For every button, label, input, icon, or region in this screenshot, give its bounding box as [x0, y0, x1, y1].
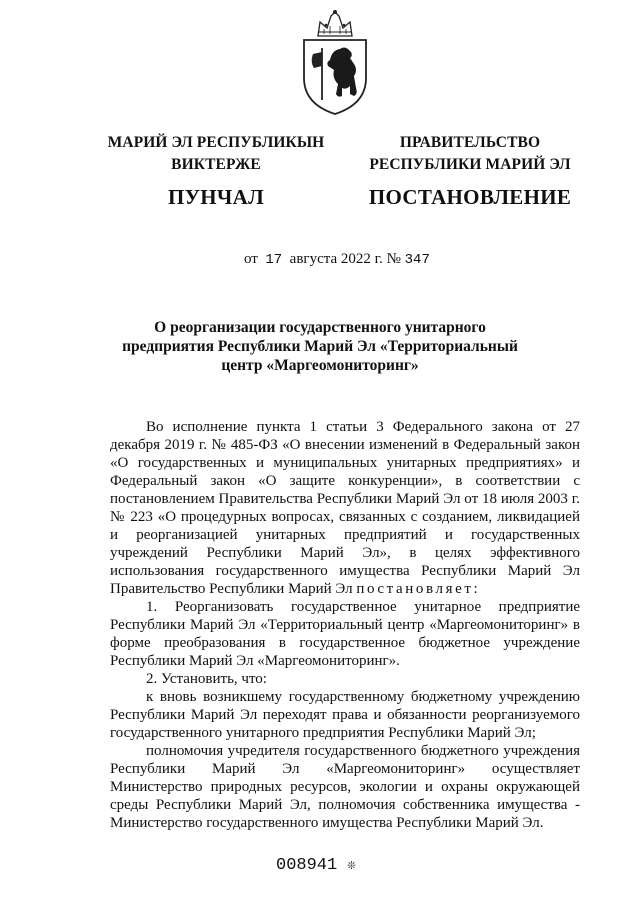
header-right-block [350, 132, 590, 210]
document-dateline [244, 251, 430, 268]
preamble-text: Во исполнение пункта 1 статьи 3 Федерального закона от 27 декабря 2019 г. № 485-ФЗ «О внесении изменений в Федеральный закон «О государственных и муниципальных унитарных предприятиях» и Федеральный закон «О защите конкуренции», в соответствии с постановлением Правительства Республики Марий Эл от 18 июля 2003 г. № 223 «О процедурных вопросах, связанных с созданием, ликвидацией и реорганизацией унитарных предприятий и государственных учреждений Республики Марий Эл», в целях эффективного использования государственного имущества Республики Марий Эл Правительство Республики Марий Эл [110, 419, 580, 597]
header-left-line2: ВИКТЕРЖЕ [171, 156, 261, 173]
dateline-prefix: от [244, 251, 258, 267]
paragraph-item-2-a: к вновь возникшему государственному бюджетному учреждению Республики Марий Эл переходят права и обязанности реорганизуемого государственного унитарного предприятия Республики Марий Эл; [110, 689, 580, 741]
paragraph-item-1: 1. Реорганизовать государственное унитарное предприятие Республики Марий Эл «Территориальный центр «Маргеомониторинг» в форме преобразования в государственное бюджетное учреждение Республики Марий Эл «Маргеомониторинг». [110, 599, 580, 669]
dateline-number: 347 [404, 252, 430, 268]
header-right-line2: РЕСПУБЛИКИ МАРИЙ ЭЛ [369, 156, 571, 173]
header-left-line1: МАРИЙ ЭЛ РЕСПУБЛИКЫН [107, 134, 325, 151]
dateline-day: 17 [265, 252, 283, 268]
serial-number: 008941 [276, 856, 338, 875]
header-left-block [96, 132, 336, 210]
paragraph-item-2-b: полномочия учредителя государственного бюджетного учреждения Республики Марий Эл «Маргеомониторинг» осуществляет Министерство природных ресурсов, экологии и охраны окружающей среды Республики Марий Эл, полномочия собственника имущества - Министерство государственного имущества Республики Марий Эл. [110, 743, 580, 831]
header-right-line1: ПРАВИТЕЛЬСТВО [399, 134, 541, 151]
paragraph-item-2: 2. Установить, что: [146, 671, 267, 687]
header-left-doc-type: ПУНЧАЛ [167, 185, 265, 209]
asterisk-mark-icon: ❊ [347, 858, 356, 874]
paragraph-preamble [110, 418, 580, 598]
document-title: О реорганизации государственного унитарного предприятия Республики Марий Эл «Территориальный центр «Маргеомониторинг» [122, 319, 518, 374]
decree-word: постановляет: [356, 581, 481, 597]
serial-number-footer [276, 856, 356, 875]
dateline-month-year: августа 2022 г. № [289, 251, 401, 267]
crown-icon [318, 10, 352, 36]
header-right-doc-type: ПОСТАНОВЛЕНИЕ [368, 185, 572, 209]
document-body [110, 418, 580, 832]
coat-of-arms-emblem [296, 8, 374, 116]
